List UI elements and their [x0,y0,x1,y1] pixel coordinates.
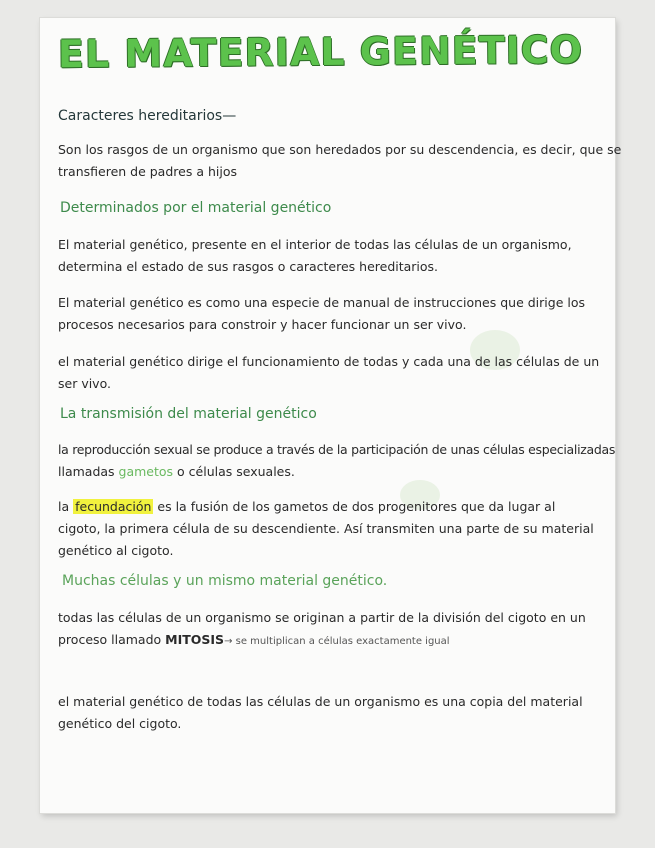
paragraph-line: determina el estado de sus rasgos o caracteres hereditarios. [58,259,439,274]
paragraph-line: cigoto, la primera célula de su descendiente. Así transmiten una parte de su material [58,521,594,536]
paragraph-line [58,630,450,650]
paragraph-line: procesos necesarios para constroir y hacer funcionar un ser vivo. [58,317,467,332]
highlighted-term-fecundacion: fecundación [75,499,152,514]
paragraph-line: transfieren de padres a hijos [58,164,237,179]
paragraph-line: El material genético, presente en el interior de todas las células de un organismo, [58,237,572,252]
paragraph-line: el material genético dirige el funcionamiento de todas y cada una de las células de un [58,354,600,369]
paragraph-line: genético al cigoto. [58,543,174,558]
section-heading-many-cells: Muchas células y un mismo material genético. [62,573,388,589]
margin-note: → se multiplican a células exactamente igual [224,636,450,647]
text-run: llamadas [58,464,119,479]
paragraph-line: El material genético es como una especie de manual de instrucciones que dirige los [58,295,585,310]
text-run: es la fusión de los gametos de dos progenitores que da lugar al [153,499,556,514]
paragraph-line [58,462,295,481]
section-heading-determined: Determinados por el material genético [60,200,332,216]
paragraph-line: la reproducción sexual se produce a través de la participación de unas células especializadas [58,442,616,457]
paragraph-line: genético del cigoto. [58,716,182,731]
highlighted-term-gametos: gametos [118,464,174,479]
text-run: proceso llamado [58,632,166,647]
text-run: o células sexuales. [173,464,295,479]
section-heading-hereditary: Caracteres hereditarios— [58,108,237,124]
paragraph-line [58,497,555,516]
term-mitosis: MITOSIS [165,632,225,647]
paragraph-line: el material genético de todas las células de un organismo es una copia del material [58,694,583,709]
paragraph-line: ser vivo. [58,376,111,391]
page-title: EL MATERIAL GENÉTICO [57,27,584,77]
paragraph-line: todas las células de un organismo se originan a partir de la división del cigoto en un [58,610,586,625]
text-run: la [58,499,74,514]
section-heading-transmission: La transmisión del material genético [60,406,317,422]
paragraph-line: Son los rasgos de un organismo que son heredados por su descendencia, es decir, que se [58,142,622,157]
